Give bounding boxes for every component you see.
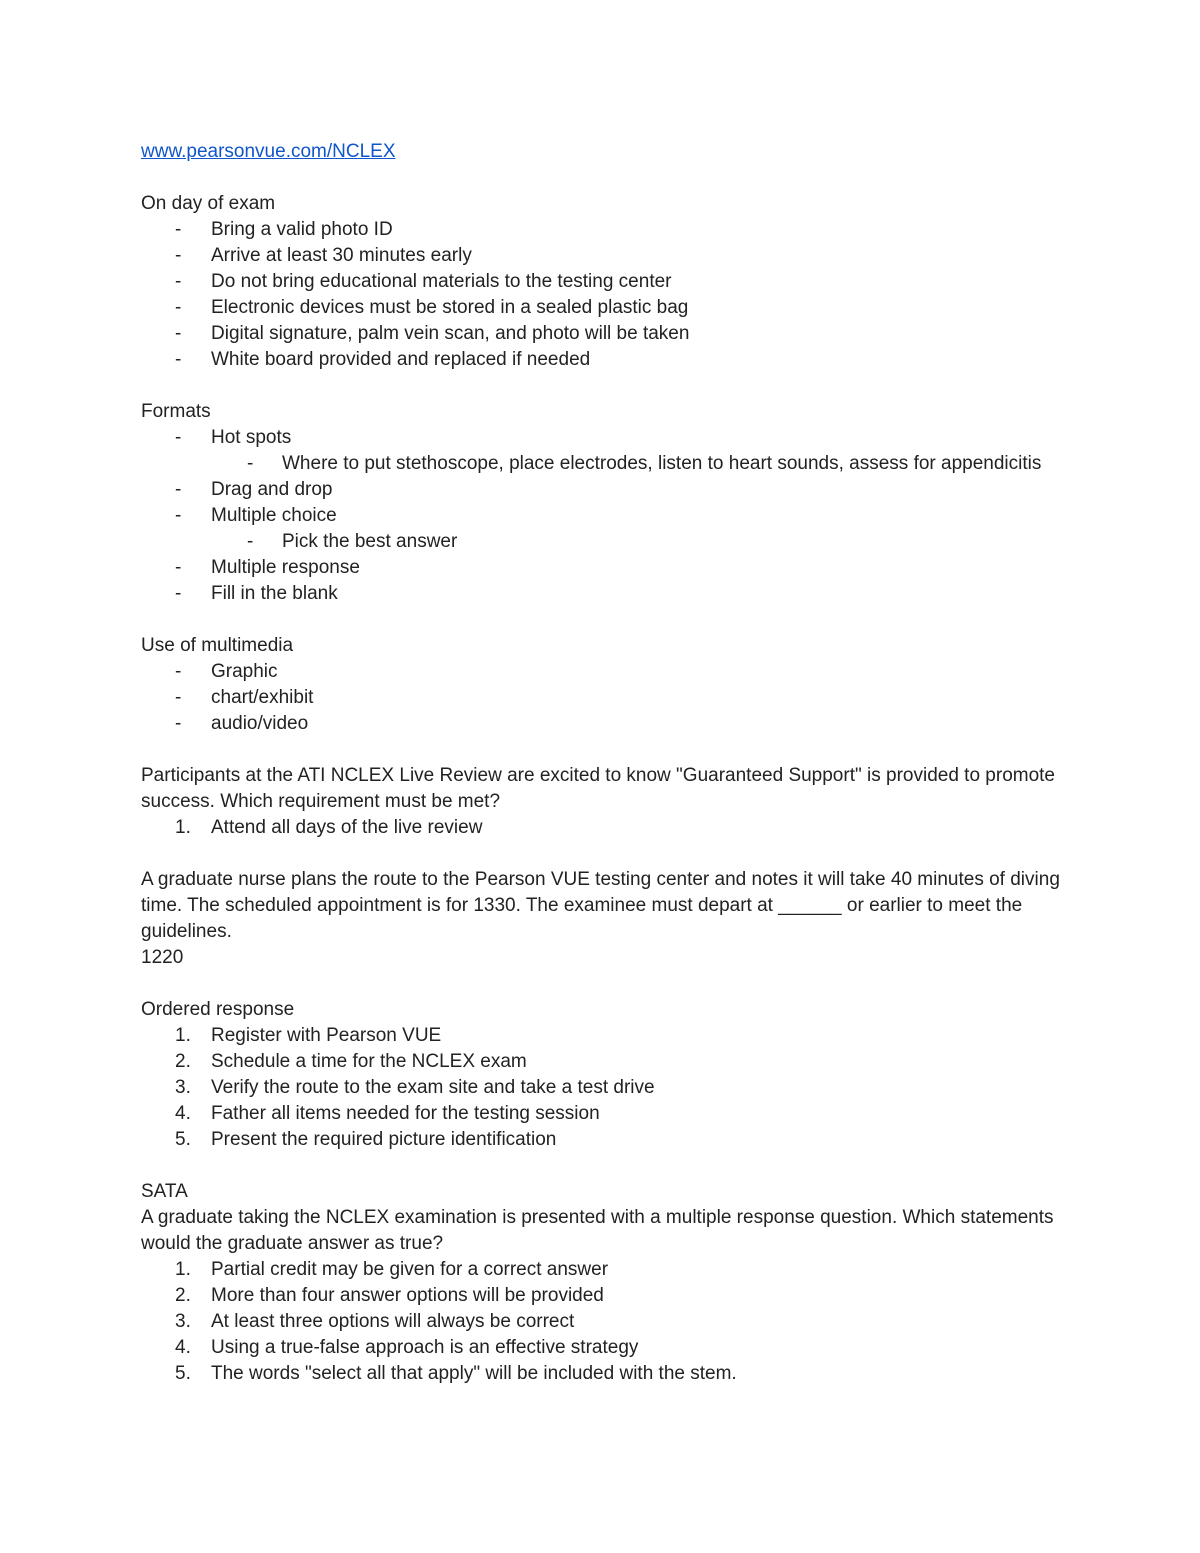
numbered-item xyxy=(141,1335,1061,1361)
list-item xyxy=(141,295,1061,321)
list-item-text: More than four answer options will be provided xyxy=(211,1285,604,1306)
numbered-item xyxy=(141,1361,1061,1387)
list-number: 2. xyxy=(175,1285,191,1306)
list-number: 5. xyxy=(175,1363,191,1384)
list-item-text: Attend all days of the live review xyxy=(211,817,483,838)
list-item-text: Present the required picture identification xyxy=(211,1129,557,1150)
sata-heading: SATA xyxy=(141,1181,188,1202)
numbered-item xyxy=(141,1283,1061,1309)
list-item-text: Where to put stethoscope, place electrodes, listen to heart sounds, assess for appendicitis xyxy=(282,453,1042,474)
spacer xyxy=(141,971,1061,997)
list-item-text: Drag and drop xyxy=(211,479,333,500)
numbered-item xyxy=(141,1023,1061,1049)
list-item xyxy=(141,503,1061,529)
bullet-dash: - xyxy=(175,687,182,708)
sub-list-item xyxy=(141,451,1061,477)
bullet-dash: - xyxy=(175,661,182,682)
numbered-item xyxy=(141,1127,1061,1153)
list-number: 3. xyxy=(175,1077,191,1098)
list-item-text: Electronic devices must be stored in a sealed plastic bag xyxy=(211,297,689,318)
list-item-text: Fill in the blank xyxy=(211,583,338,604)
list-item-text: Partial credit may be given for a correct answer xyxy=(211,1259,609,1280)
bullet-dash: - xyxy=(175,271,182,292)
numbered-item xyxy=(141,1309,1061,1335)
list-item-text: Multiple response xyxy=(211,557,360,578)
list-number: 2. xyxy=(175,1051,191,1072)
list-item-text: Verify the route to the exam site and take a test drive xyxy=(211,1077,655,1098)
question-sata: A graduate taking the NCLEX examination is presented with a multiple response question. Which statements would the graduate answer as true? xyxy=(141,1207,1054,1254)
list-item xyxy=(141,425,1061,451)
list-item xyxy=(141,477,1061,503)
list-item xyxy=(141,269,1061,295)
multimedia-heading: Use of multimedia xyxy=(141,635,294,656)
bullet-dash: - xyxy=(175,557,182,578)
list-item-text: audio/video xyxy=(211,713,309,734)
bullet-dash: - xyxy=(247,453,254,474)
bullet-dash: - xyxy=(175,479,182,500)
spacer xyxy=(141,1153,1061,1179)
bullet-dash: - xyxy=(175,323,182,344)
pearson-vue-link[interactable]: www.pearsonvue.com/NCLEX xyxy=(141,141,396,162)
list-item-text: Arrive at least 30 minutes early xyxy=(211,245,472,266)
list-item xyxy=(141,347,1061,373)
list-item-text: Bring a valid photo ID xyxy=(211,219,393,240)
list-item xyxy=(141,581,1061,607)
list-item-text: Do not bring educational materials to the testing center xyxy=(211,271,672,292)
bullet-dash: - xyxy=(247,531,254,552)
spacer xyxy=(141,165,1061,191)
list-item-text: chart/exhibit xyxy=(211,687,314,708)
list-item xyxy=(141,217,1061,243)
list-item-text: Schedule a time for the NCLEX exam xyxy=(211,1051,527,1072)
list-item-text: At least three options will always be correct xyxy=(211,1311,575,1332)
sub-list-item xyxy=(141,529,1061,555)
numbered-item xyxy=(141,1101,1061,1127)
list-number: 5. xyxy=(175,1129,191,1150)
numbered-item xyxy=(141,1075,1061,1101)
list-item xyxy=(141,555,1061,581)
question-departure-time: A graduate nurse plans the route to the Pearson VUE testing center and notes it will take 40 minutes of diving time. The scheduled appointment is for 1330. The examinee must depart at ______ or earlier to meet the guidelines. xyxy=(141,869,1060,942)
list-item-text: Hot spots xyxy=(211,427,292,448)
list-number: 4. xyxy=(175,1103,191,1124)
bullet-dash: - xyxy=(175,349,182,370)
bullet-dash: - xyxy=(175,427,182,448)
bullet-dash: - xyxy=(175,297,182,318)
list-item-text: White board provided and replaced if needed xyxy=(211,349,591,370)
list-item-text: Register with Pearson VUE xyxy=(211,1025,442,1046)
spacer xyxy=(141,841,1061,867)
bullet-dash: - xyxy=(175,583,182,604)
ordered-response-heading: Ordered response xyxy=(141,999,295,1020)
list-item xyxy=(141,321,1061,347)
numbered-item xyxy=(141,815,1061,841)
bullet-dash: - xyxy=(175,505,182,526)
list-item xyxy=(141,243,1061,269)
list-number: 4. xyxy=(175,1337,191,1358)
spacer xyxy=(141,737,1061,763)
list-item-text: Using a true-false approach is an effective strategy xyxy=(211,1337,639,1358)
list-item-text: Father all items needed for the testing session xyxy=(211,1103,600,1124)
list-item xyxy=(141,685,1061,711)
list-number: 1. xyxy=(175,1259,191,1280)
bullet-dash: - xyxy=(175,219,182,240)
list-item-text: Pick the best answer xyxy=(282,531,458,552)
bullet-dash: - xyxy=(175,713,182,734)
spacer xyxy=(141,373,1061,399)
exam-day-heading: On day of exam xyxy=(141,193,276,214)
list-item-text: Graphic xyxy=(211,661,278,682)
list-item-text: The words "select all that apply" will be included with the stem. xyxy=(211,1363,737,1384)
list-number: 3. xyxy=(175,1311,191,1332)
numbered-item xyxy=(141,1257,1061,1283)
list-number: 1. xyxy=(175,817,191,838)
formats-heading: Formats xyxy=(141,401,211,422)
question-guaranteed-support: Participants at the ATI NCLEX Live Review are excited to know "Guaranteed Support" is provided to promote success. Which requirement must be met? xyxy=(141,765,1055,812)
numbered-item xyxy=(141,1049,1061,1075)
document-page xyxy=(141,139,1061,1387)
departure-answer: 1220 xyxy=(141,947,184,968)
bullet-dash: - xyxy=(175,245,182,266)
spacer xyxy=(141,607,1061,633)
list-number: 1. xyxy=(175,1025,191,1046)
list-item-text: Multiple choice xyxy=(211,505,337,526)
list-item xyxy=(141,659,1061,685)
list-item-text: Digital signature, palm vein scan, and photo will be taken xyxy=(211,323,690,344)
list-item xyxy=(141,711,1061,737)
